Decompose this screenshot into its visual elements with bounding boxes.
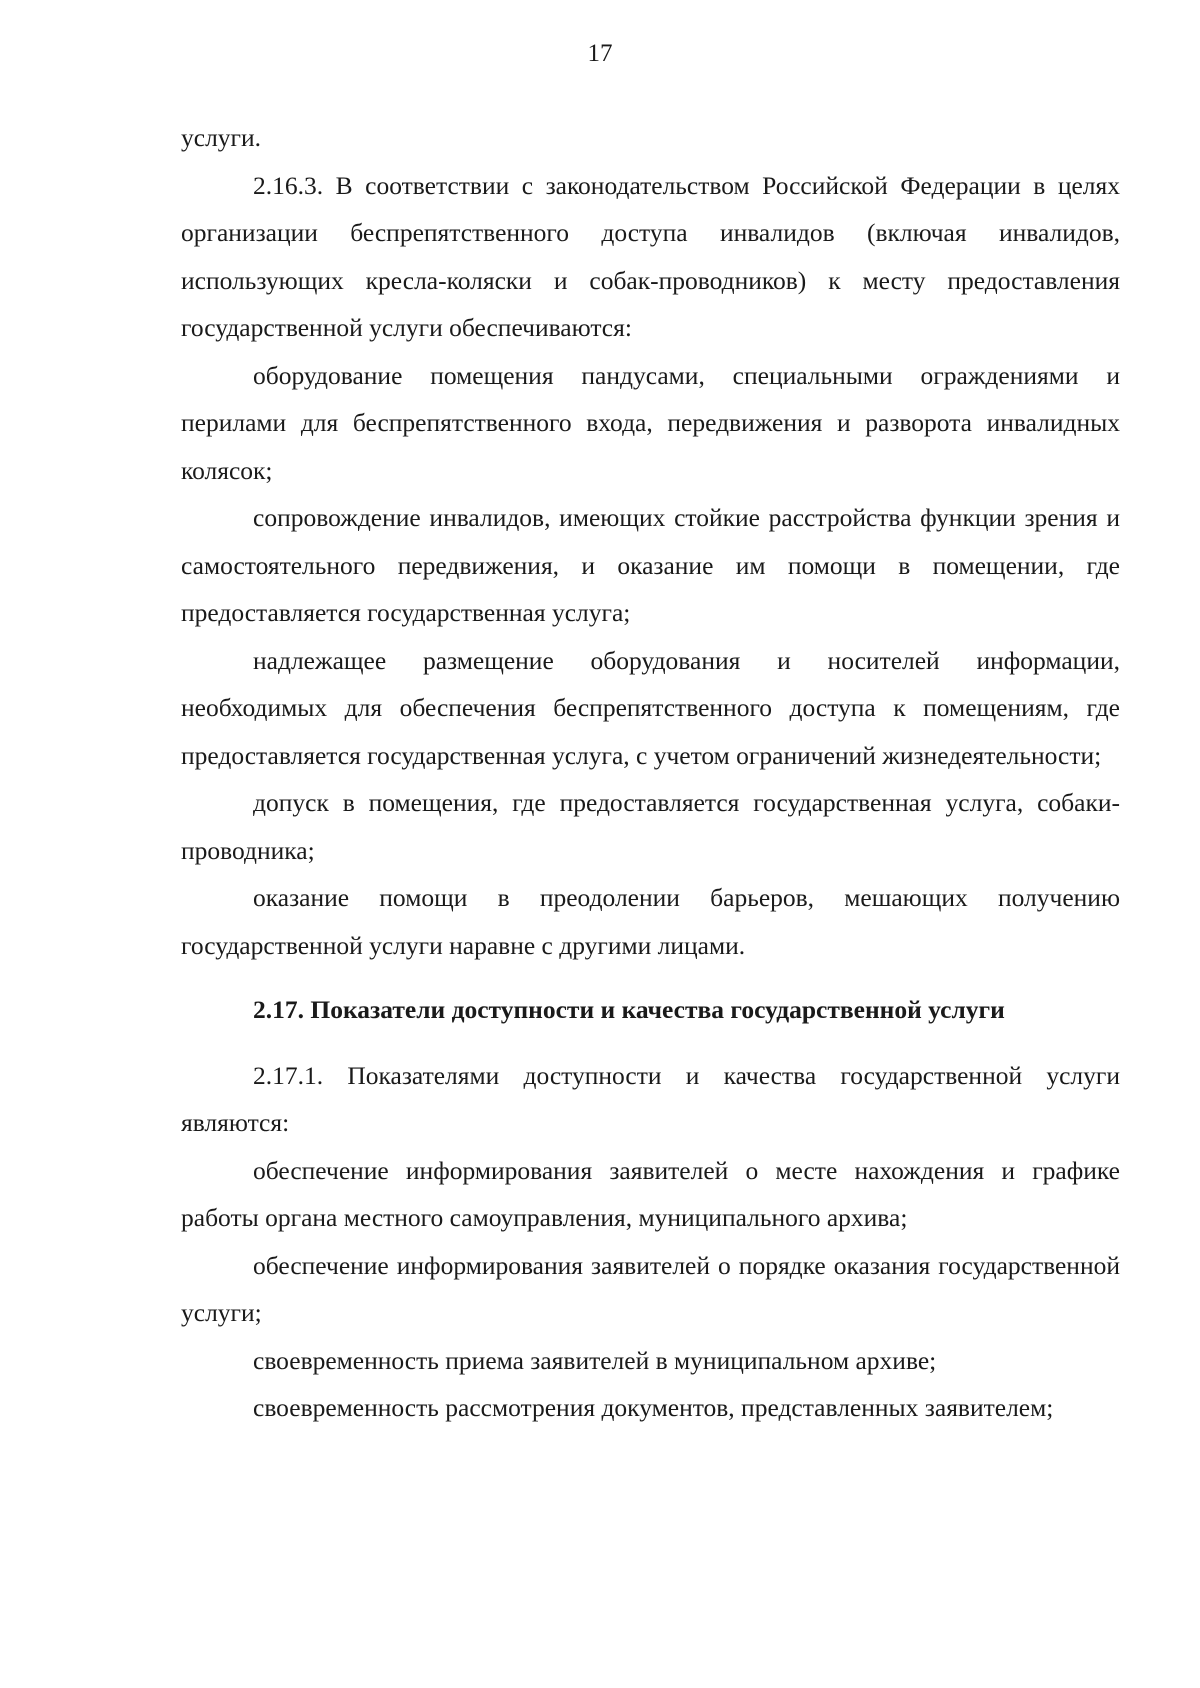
document-body [181,114,1120,1432]
paragraph: своевременность приема заявителей в муниципальном архиве; [253,1345,937,1375]
paragraph: сопровождение инвалидов, имеющих стойкие расстройства функции зрения и самостоятельного передвижения, и оказание им помощи в помещении, где предоставляется государственная услуга; [181,503,1120,627]
paragraph: оказание помощи в преодолении барьеров, мешающих получению государственной услуги наравне с другими лицами. [181,883,1120,960]
paragraph: надлежащее размещение оборудования и носителей информации, необходимых для обеспечения беспрепятственного доступа к помещениям, где предоставляется государственная услуга, с учетом ограничений жизнедеятельности; [181,645,1120,770]
paragraph: допуск в помещения, где предоставляется государственная услуга, собаки-проводника; [181,788,1120,865]
paragraph: услуги. [181,123,262,152]
paragraph: обеспечение информирования заявителей о порядке оказания государственной услуги; [181,1250,1120,1327]
page-number: 17 [587,40,613,67]
paragraph: обеспечение информирования заявителей о месте нахождения и графике работы органа местного самоуправления, муниципального архива; [181,1155,1120,1232]
paragraph: своевременность рассмотрения документов, представленных заявителем; [253,1393,1054,1422]
paragraph: оборудование помещения пандусами, специальными ограждениями и перилами для беспрепятственного входа, передвижения и разворота инвалидных колясок; [181,360,1120,485]
paragraph: 2.17.1. Показателями доступности и качества государственной услуги являются: [181,1060,1120,1137]
section-2-17-1 [181,1052,1120,1432]
paragraph: 2.16.3. В соответствии с законодательством Российской Федерации в целях организации беспрепятственного доступа инвалидов (включая инвалидов, использующих кресла-коляски и собак-проводников) к месту предоставления государственной услуги обеспечиваются: [181,170,1120,342]
section-heading-2-17: 2.17. Показатели доступности и качества государственной услуги [253,995,1005,1024]
section-2-16-3 [181,114,1120,969]
